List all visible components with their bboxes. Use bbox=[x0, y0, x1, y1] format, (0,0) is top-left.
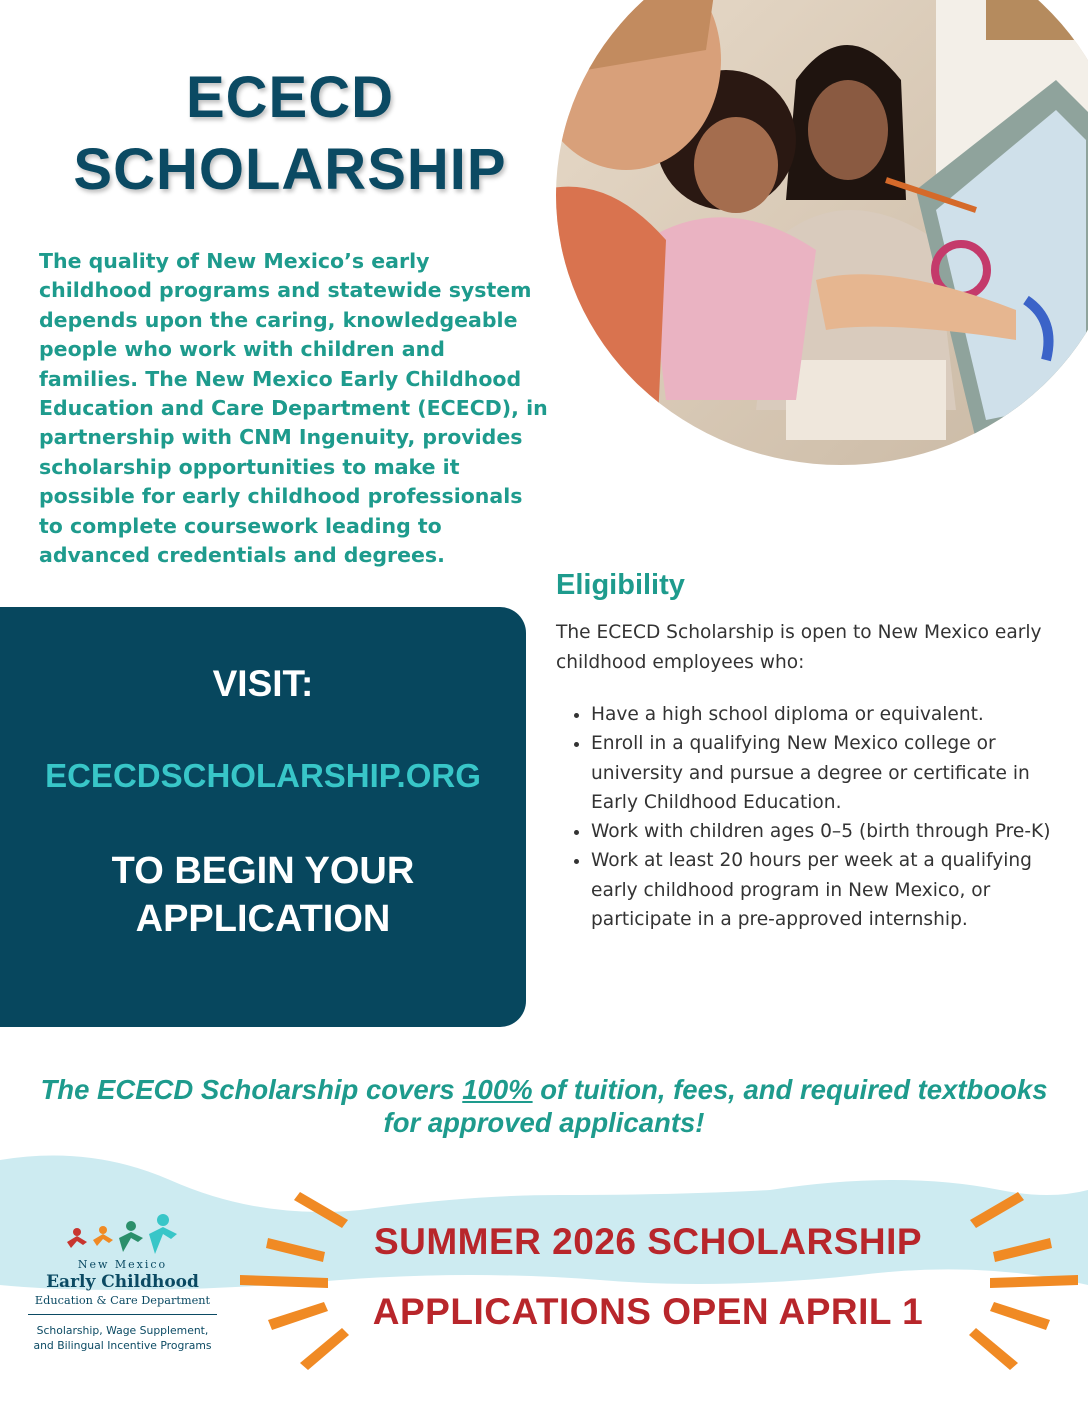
cta-line-1: TO BEGIN YOUR bbox=[111, 850, 415, 892]
eligibility-item: • Enroll in a qualifying New Mexico college or university and pursue a degree or certificate in Early Childhood Education. bbox=[591, 729, 1069, 817]
ececd-logo bbox=[20, 1212, 225, 1353]
eligibility-heading: Eligibility bbox=[556, 569, 685, 601]
title-line-2: SCHOLARSHIP bbox=[73, 137, 507, 202]
tagline-after: of tuition, fees, and required textbooks for approved applicants! bbox=[383, 1074, 1048, 1138]
tagline-before: The ECECD Scholarship covers bbox=[40, 1074, 463, 1105]
visit-call-to-action bbox=[0, 847, 526, 943]
tagline-highlight: 100% bbox=[462, 1074, 533, 1105]
cta-line-2: APPLICATION bbox=[135, 898, 391, 940]
visit-panel bbox=[0, 607, 526, 1027]
page-title bbox=[20, 62, 560, 206]
teacher-with-children-painting-photo bbox=[556, 0, 1088, 466]
eligibility-item: • Work with children ages 0–5 (birth through Pre-K) bbox=[591, 817, 1069, 846]
eligibility-intro: The ECECD Scholarship is open to New Mexico early childhood employees who: bbox=[556, 622, 1042, 673]
sunburst-rays-icon bbox=[230, 1180, 1088, 1380]
logo-programs-line-1: Scholarship, Wage Supplement, bbox=[36, 1324, 209, 1337]
visit-label: VISIT: bbox=[212, 663, 314, 704]
intro-paragraph: The quality of New Mexico’s early childhood programs and statewide system depends upon the caring, knowledgeable people who work with children and families. The New Mexico Early Childhood Education and Care Department (ECECD), in partnership with CNM Ingenuity, provides scholarship opportunities to make it possible for early childhood professionals to complete coursework leading to advanced credentials and degrees. bbox=[39, 249, 548, 568]
banner-line-1: SUMMER 2026 SCHOLARSHIP bbox=[373, 1221, 923, 1262]
eligibility-list bbox=[570, 700, 1069, 934]
coverage-tagline bbox=[40, 1073, 1048, 1139]
four-figures-logo-icon bbox=[63, 1212, 183, 1256]
logo-name: Early Childhood bbox=[46, 1272, 199, 1292]
logo-department: Education & Care Department bbox=[28, 1294, 217, 1315]
logo-programs bbox=[20, 1323, 225, 1353]
scholarship-website-link[interactable]: ECECDSCHOLARSHIP.ORG bbox=[45, 757, 481, 794]
title-line-1: ECECD bbox=[185, 65, 395, 130]
eligibility-item: • Work at least 20 hours per week at a qualifying early childhood program in New Mexico, or participate in a pre-approved internship. bbox=[591, 846, 1069, 934]
logo-state: New Mexico bbox=[77, 1258, 168, 1271]
logo-programs-line-2: and Bilingual Incentive Programs bbox=[33, 1339, 212, 1352]
banner-line-2: APPLICATIONS OPEN APRIL 1 bbox=[372, 1291, 924, 1332]
eligibility-item: • Have a high school diploma or equivalent. bbox=[591, 700, 1069, 729]
